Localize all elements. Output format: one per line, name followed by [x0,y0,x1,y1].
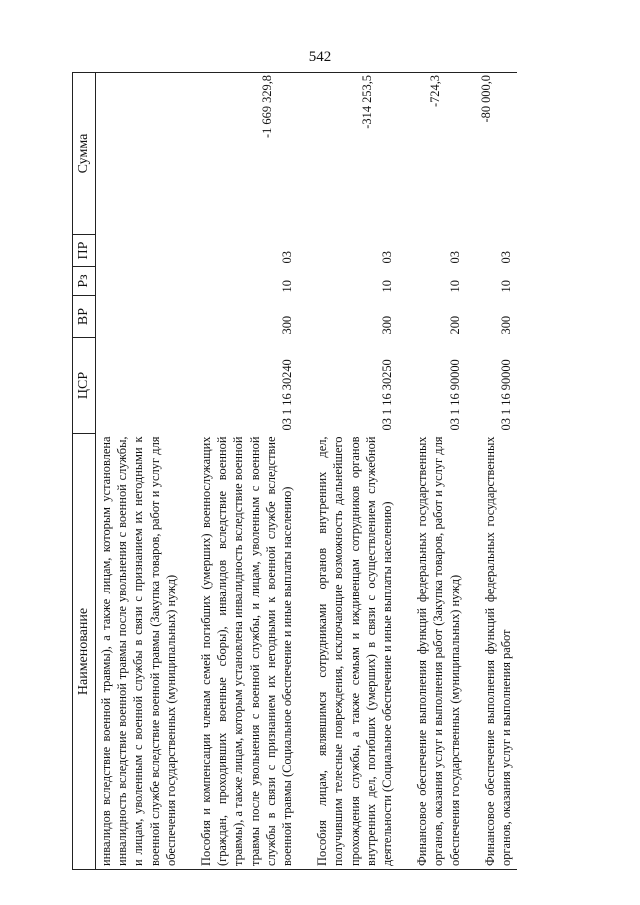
page-number: 542 [308,49,332,65]
row-csr: 03 1 16 30250 [380,359,395,431]
row-rz: 10 [447,280,462,293]
table-row [312,73,398,870]
row-csr [96,338,183,434]
table-header-row [73,73,96,870]
row-csr: 03 1 16 90000 [499,359,514,431]
row-vr: 300 [280,315,295,335]
row-pr: 03 [380,251,395,264]
header-name: Наименование [73,434,96,870]
row-pr: 03 [499,251,514,264]
row-sum [312,73,398,235]
row-name: Пособия лицам, являвшимся сотрудниками органов внутренних дел, получившим телесные повреждения, исключающие возможность дальнейшего прохождения службы, а также семьям и иждивенцам сотрудников органов внутренних дел, погибших (умерших) в связи с осуществлением служебной деятельности (Социальное обеспечение и иные выплаты населению) [312,434,398,870]
row-vr: 200 [447,315,462,335]
rotated-table-sheet [72,73,600,870]
row-rz [96,267,183,296]
row-csr: 03 1 16 30240 [280,359,295,431]
row-rz: 10 [280,280,295,293]
row-sum-value: -314 253,5 [360,75,375,129]
row-csr: 03 1 16 90000 [447,359,462,431]
row-pr: 03 [447,251,462,264]
budget-table [72,72,517,870]
table-row [196,73,298,870]
row-name: Финансовое обеспечение выполнения функций федеральных государственных органов, оказания услуг и выполнения работ [480,434,517,870]
row-rz: 10 [499,280,514,293]
table-row [96,73,183,870]
row-sum-value: -80 000,0 [479,75,494,123]
table-row [412,73,466,870]
row-rz: 10 [380,280,395,293]
header-vr: ВР [73,296,96,338]
row-vr: 300 [380,315,395,335]
row-sum-value: -1 669 329,8 [260,75,275,138]
row-vr [96,296,183,338]
row-sum [96,73,183,235]
header-csr: ЦСР [73,338,96,434]
row-sum [480,73,517,235]
row-pr [96,235,183,267]
row-sum [412,73,466,235]
row-sum [196,73,298,235]
header-pr: ПР [73,235,96,267]
row-pr: 03 [280,251,295,264]
row-name: Пособия и компенсации членам семей погибших (умерших) военнослужащих (граждан, проходивших военные сборы), инвалидов вследствие военной травмы), а также лицам, которым установлена инвалидность вследствие военной травмы после увольнения с военной службы, и лицам, уволенным с военной службы в связи с признанием их негодными к военной службе вследствие военной травмы (Социальное обеспечение и иные выплаты населению) [196,434,298,870]
table-row [480,73,517,870]
row-vr: 300 [499,315,514,335]
header-sum: Сумма [73,73,96,235]
header-rz: Рз [73,267,96,296]
row-name: Финансовое обеспечение выполнения функций федеральных государственных органов, оказания услуг и выполнения работ (Закупка товаров, работ и услуг для обеспечения государственных (муниципальных) нужд) [412,434,466,870]
row-name: инвалидов вследствие военной травмы), а также лицам, которым установлена инвалидность вследствие военной травмы после увольнения с военной службы, и лицам, уволенным с военной службы в связи с признанием их негодными к военной службе вследствие военной травмы (Закупка товаров, работ и услуг для обеспечения государственных (муниципальных) нужд) [96,434,183,870]
row-sum-value: -724,3 [427,75,442,108]
